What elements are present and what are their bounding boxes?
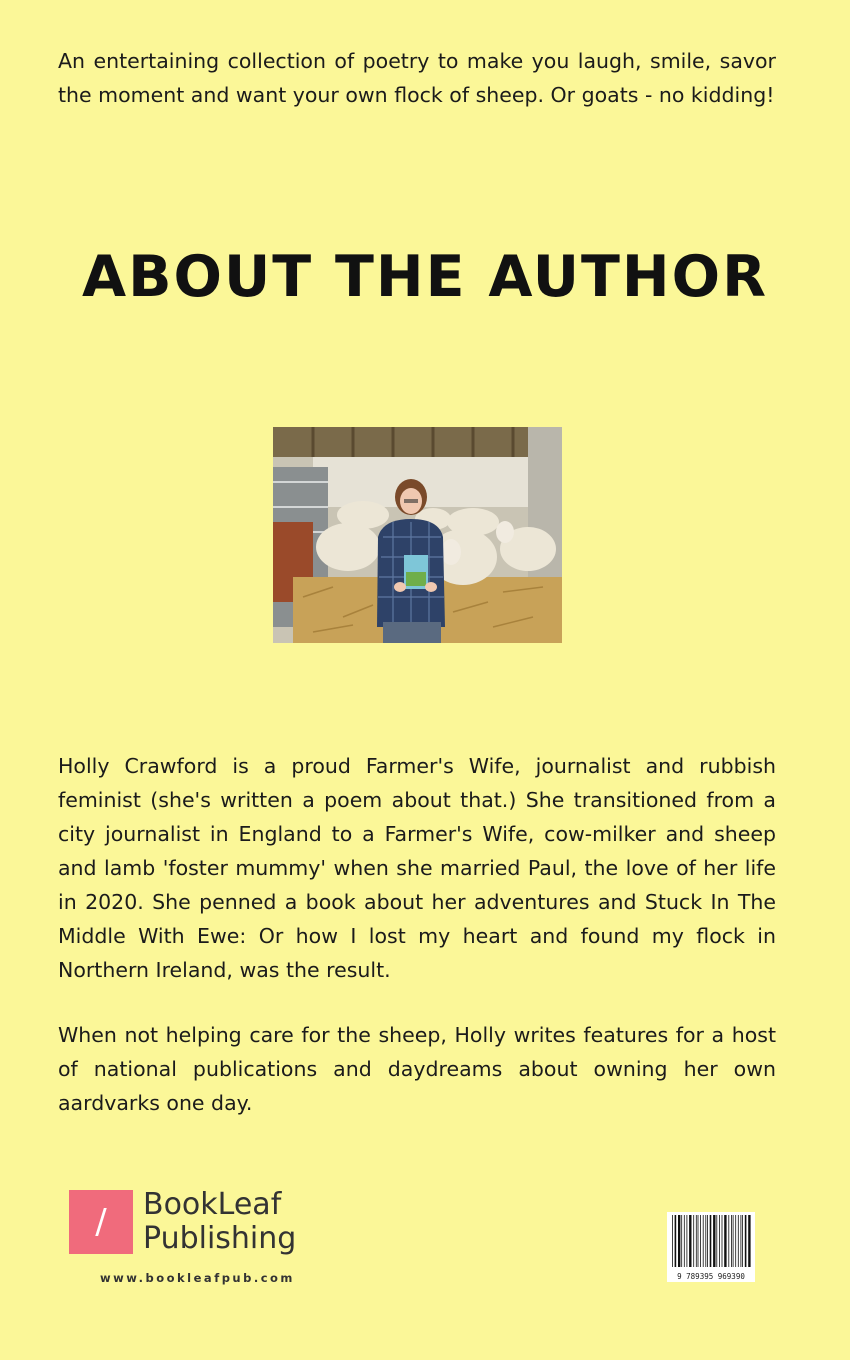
about-author-heading: ABOUT THE AUTHOR bbox=[82, 244, 768, 310]
barcode-bar bbox=[745, 1215, 747, 1267]
barcode-bar bbox=[672, 1215, 673, 1267]
barcode-bar bbox=[678, 1215, 680, 1267]
publisher-name-line1: BookLeaf bbox=[143, 1187, 282, 1222]
barcode-bar bbox=[733, 1215, 734, 1267]
publisher-url: www.bookleafpub.com bbox=[100, 1271, 295, 1285]
barcode-bar bbox=[705, 1215, 706, 1267]
barcode-bar bbox=[735, 1215, 736, 1267]
barcode-bar bbox=[713, 1215, 715, 1267]
barcode-bar bbox=[684, 1215, 685, 1267]
barcode-bar bbox=[741, 1215, 742, 1267]
isbn-barcode bbox=[667, 1212, 755, 1282]
barcode-bar bbox=[724, 1215, 726, 1267]
barcode-bars bbox=[667, 1212, 755, 1272]
publisher-name bbox=[143, 1188, 296, 1256]
barcode-bar bbox=[698, 1215, 699, 1267]
barcode-bar bbox=[722, 1215, 723, 1267]
barcode-bar bbox=[675, 1215, 677, 1267]
author-photo bbox=[273, 427, 562, 643]
barcode-bar bbox=[719, 1215, 720, 1267]
author-bio-paragraph: When not helping care for the sheep, Holly writes features for a host of national publications and daydreams about owning her own aardvarks one day. bbox=[58, 1023, 776, 1115]
barcode-bar bbox=[689, 1215, 691, 1267]
author-bio-paragraph: Holly Crawford is a proud Farmer's Wife, journalist and rubbish feminist (she's written a poem about that.) She transitioned from a city journalist in England to a Farmer's Wife, cow-milker and sheep and lamb 'foster mummy' when she married Paul, the love of her life in 2020. She penned a book about her adventures and Stuck In The Middle With Ewe: Or how I lost my heart and found my flock in Northern Ireland, was the result. bbox=[58, 754, 776, 982]
barcode-bar bbox=[728, 1215, 729, 1267]
barcode-bar bbox=[742, 1215, 743, 1267]
barcode-bar bbox=[716, 1215, 717, 1267]
barcode-digits: 9 789395 969390 bbox=[677, 1272, 745, 1281]
barcode-bar bbox=[693, 1215, 694, 1267]
publisher-logo bbox=[69, 1188, 296, 1256]
barcode-bar bbox=[738, 1215, 739, 1267]
barcode-bar bbox=[710, 1215, 712, 1267]
barcode-bar bbox=[681, 1215, 682, 1267]
barcode-bar bbox=[700, 1215, 701, 1267]
publisher-logo-mark: / bbox=[69, 1190, 133, 1254]
barcode-bar bbox=[687, 1215, 688, 1267]
barcode-bar bbox=[731, 1215, 732, 1267]
barcode-bar bbox=[707, 1215, 708, 1267]
book-blurb: An entertaining collection of poetry to make you laugh, smile, savor the moment and want your own flock of sheep. Or goats - no kidding! bbox=[58, 49, 776, 107]
barcode-bar bbox=[748, 1215, 750, 1267]
barcode-bar bbox=[696, 1215, 697, 1267]
publisher-name-line2: Publishing bbox=[143, 1221, 297, 1256]
barcode-bar bbox=[703, 1215, 704, 1267]
